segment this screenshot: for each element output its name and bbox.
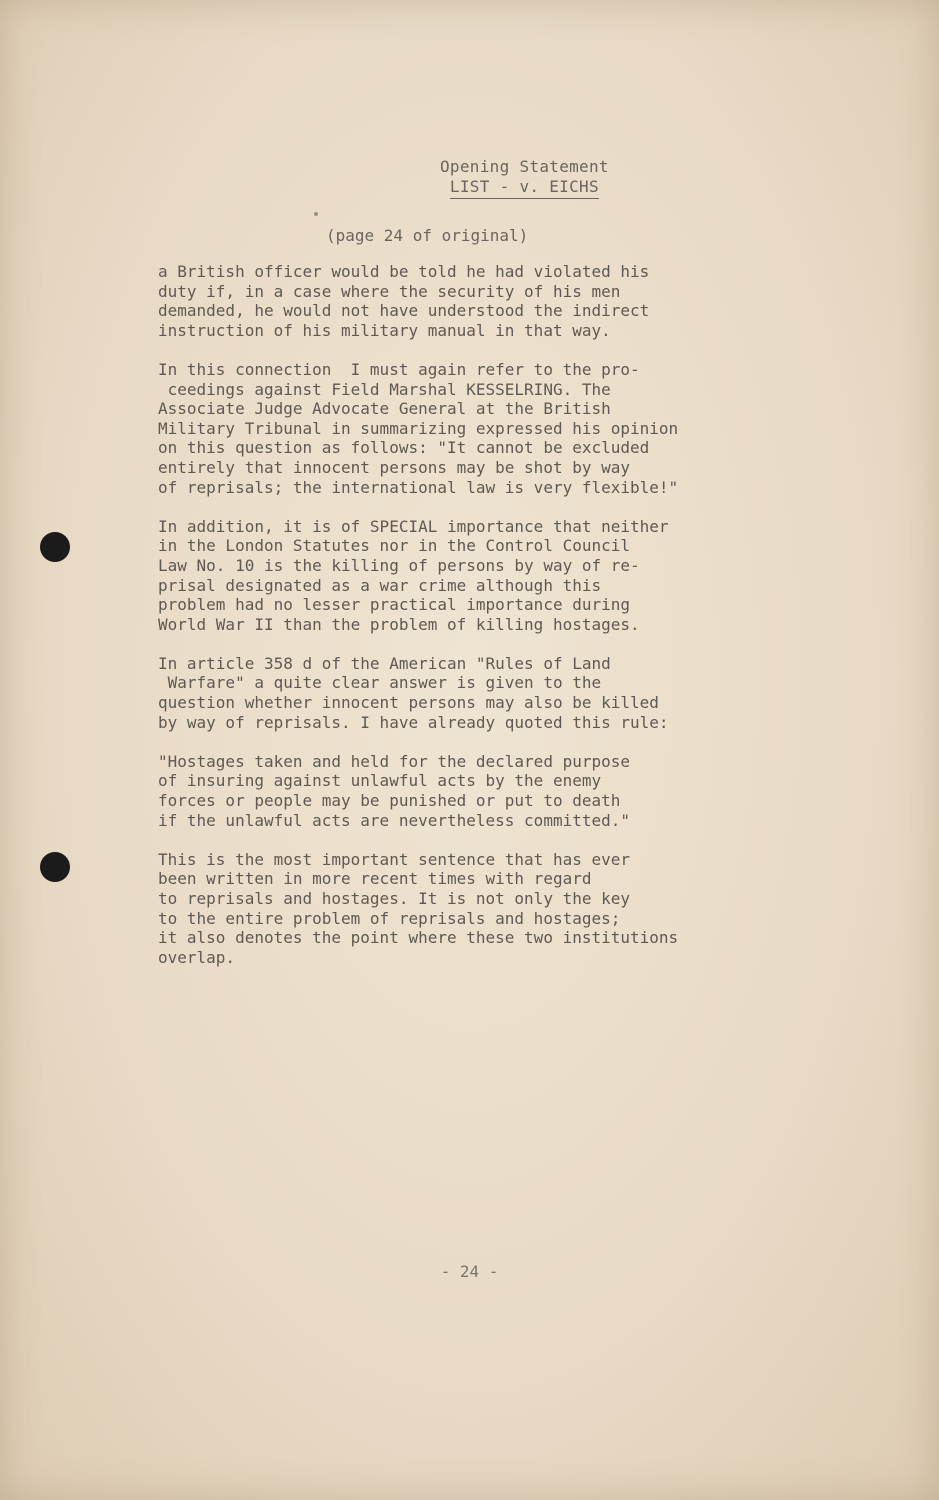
case-caption: LIST - v. EICHS [450,177,599,199]
original-page-reference: (page 24 of original) [326,226,529,245]
punch-hole-lower [40,852,70,882]
statement-body [158,262,818,987]
punch-hole-upper [40,532,70,562]
document-header [440,157,609,199]
paragraph-rules-of-land-warfare: In article 358 d of the American "Rules of Land Warfare" a quite clear answer is given to the question whether innocent persons may also be killed by way of reprisals. I have already quoted this rule: [158,653,669,732]
paragraph-london-statutes: In addition, it is of SPECIAL importance that neither in the London Statutes nor in the Control Council Law No. 10 is the killing of persons by way of re- prisal designated as a war crime although this problem had no lesser practical importance during World War II than the problem of killing hostages. [158,516,669,634]
paragraph-reprisals-and-hostages: This is the most important sentence that has ever been written in more recent times with regard to reprisals and hostages. It is not only the key to the entire problem of reprisals and hostages; it also denotes the point where these two institutions overlap. [158,849,679,967]
document-title: Opening Statement [440,157,609,176]
page-number: - 24 - [440,1262,499,1281]
paragraph-british-officer: a British officer would be told he had violated his duty if, in a case where the security of his men demanded, he would not have understood the indirect instruction of his military manual in that way. [158,262,650,340]
paragraph-hostages-quote: "Hostages taken and held for the declared purpose of insuring against unlawful acts by the enemy forces or people may be punished or put to death if the unlawful acts are nevertheless committed." [158,751,631,830]
paragraph-kesselring-proceedings: In this connection I must again refer to the pro- ceedings against Field Marshal KESSELRING. The Associate Judge Advocate General at the British Military Tribunal in summarizing expressed his opinion on this question as follows: "It cannot be excluded entirely that innocent persons may be shot by way of reprisals; the international law is very flexible!" [158,359,679,497]
paper-speck [314,212,318,216]
